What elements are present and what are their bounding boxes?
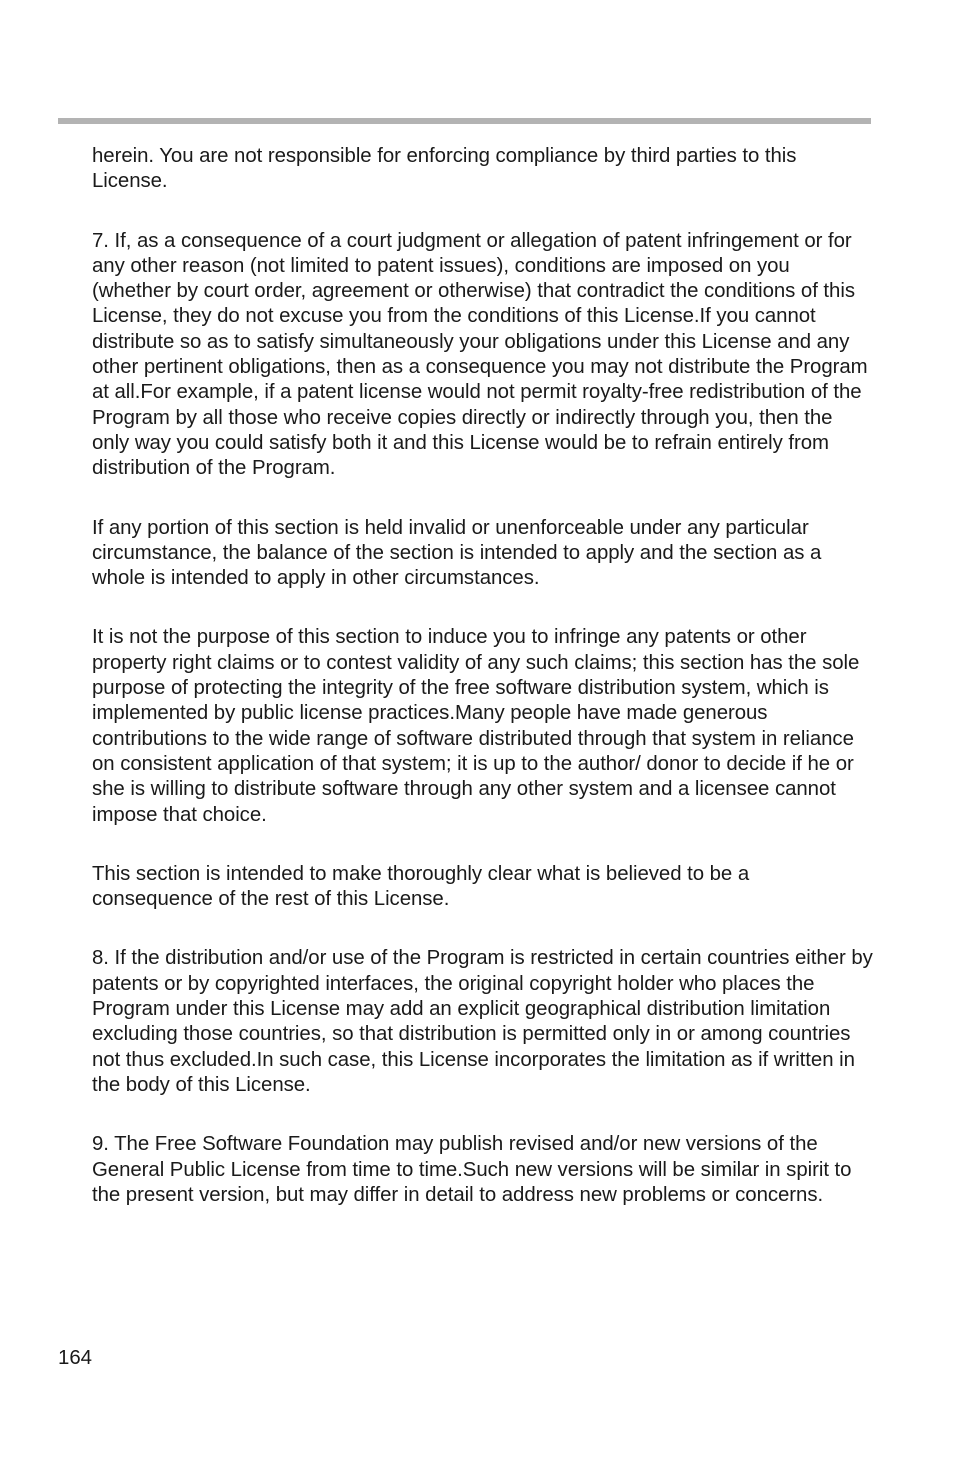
paragraph-section-7: 7. If, as a consequence of a court judgment or allegation of patent infringement or for any other reason (not limited to patent issues), conditions are imposed on you (whether by court order, agreement or otherwise) that contradict the conditions of this License, they do not excuse you from the conditions of this License.If you cannot distribute so as to satisfy simultaneously your obligations under this License and any other pertinent obligations, then as a consequence you may not distribute the Program at all.For example, if a patent license would not permit royalty-free redistribution of the Program by all those who receive copies directly or indirectly through you, then the only way you could satisfy both it and this License would be to refrain entirely from distribution of the Program.: [92, 229, 868, 480]
paragraph-section-8: 8. If the distribution and/or use of the Program is restricted in certain countries either by patents or by copyrighted interfaces, the original copyright holder who places the Program under this License may add an explicit geographical distribution limitation excluding those countries, so that distribution is permitted only in or among countries not thus excluded.In such case, this License incorporates the limitation as if written in the body of this License.: [92, 947, 873, 1096]
paragraph-section-7-invalid-portion: If any portion of this section is held invalid or unenforceable under any particular circumstance, the balance of the section is intended to apply and the section as a whole is intended to apply in other circumstances.: [92, 516, 822, 590]
paragraph-section-7-purpose: It is not the purpose of this section to induce you to infringe any patents or other property right claims or to contest validity of any such claims; this section has the sole purpose of protecting the integrity of the free software distribution system, which is implemented by public license practices.Many people have made generous contributions to the wide range of software distributed through that system in reliance on consistent application of that system; it is up to the author/ donor to decide if he or she is willing to distribute software through any other system and a licensee cannot impose that choice.: [92, 626, 860, 826]
page-number: 164: [58, 1347, 93, 1369]
paragraph-section-7-clarification: This section is intended to make thoroughly clear what is believed to be a consequence of the rest of this License.: [92, 862, 750, 911]
header-rule: [58, 118, 871, 124]
paragraph-section-9: 9. The Free Software Foundation may publish revised and/or new versions of the General Public License from time to time.Such new versions will be similar in spirit to the present version, but may differ in detail to address new problems or concerns.: [92, 1133, 852, 1206]
page-body: [92, 144, 874, 1242]
paragraph-continuation: herein. You are not responsible for enforcing compliance by third parties to this License.: [92, 145, 797, 193]
